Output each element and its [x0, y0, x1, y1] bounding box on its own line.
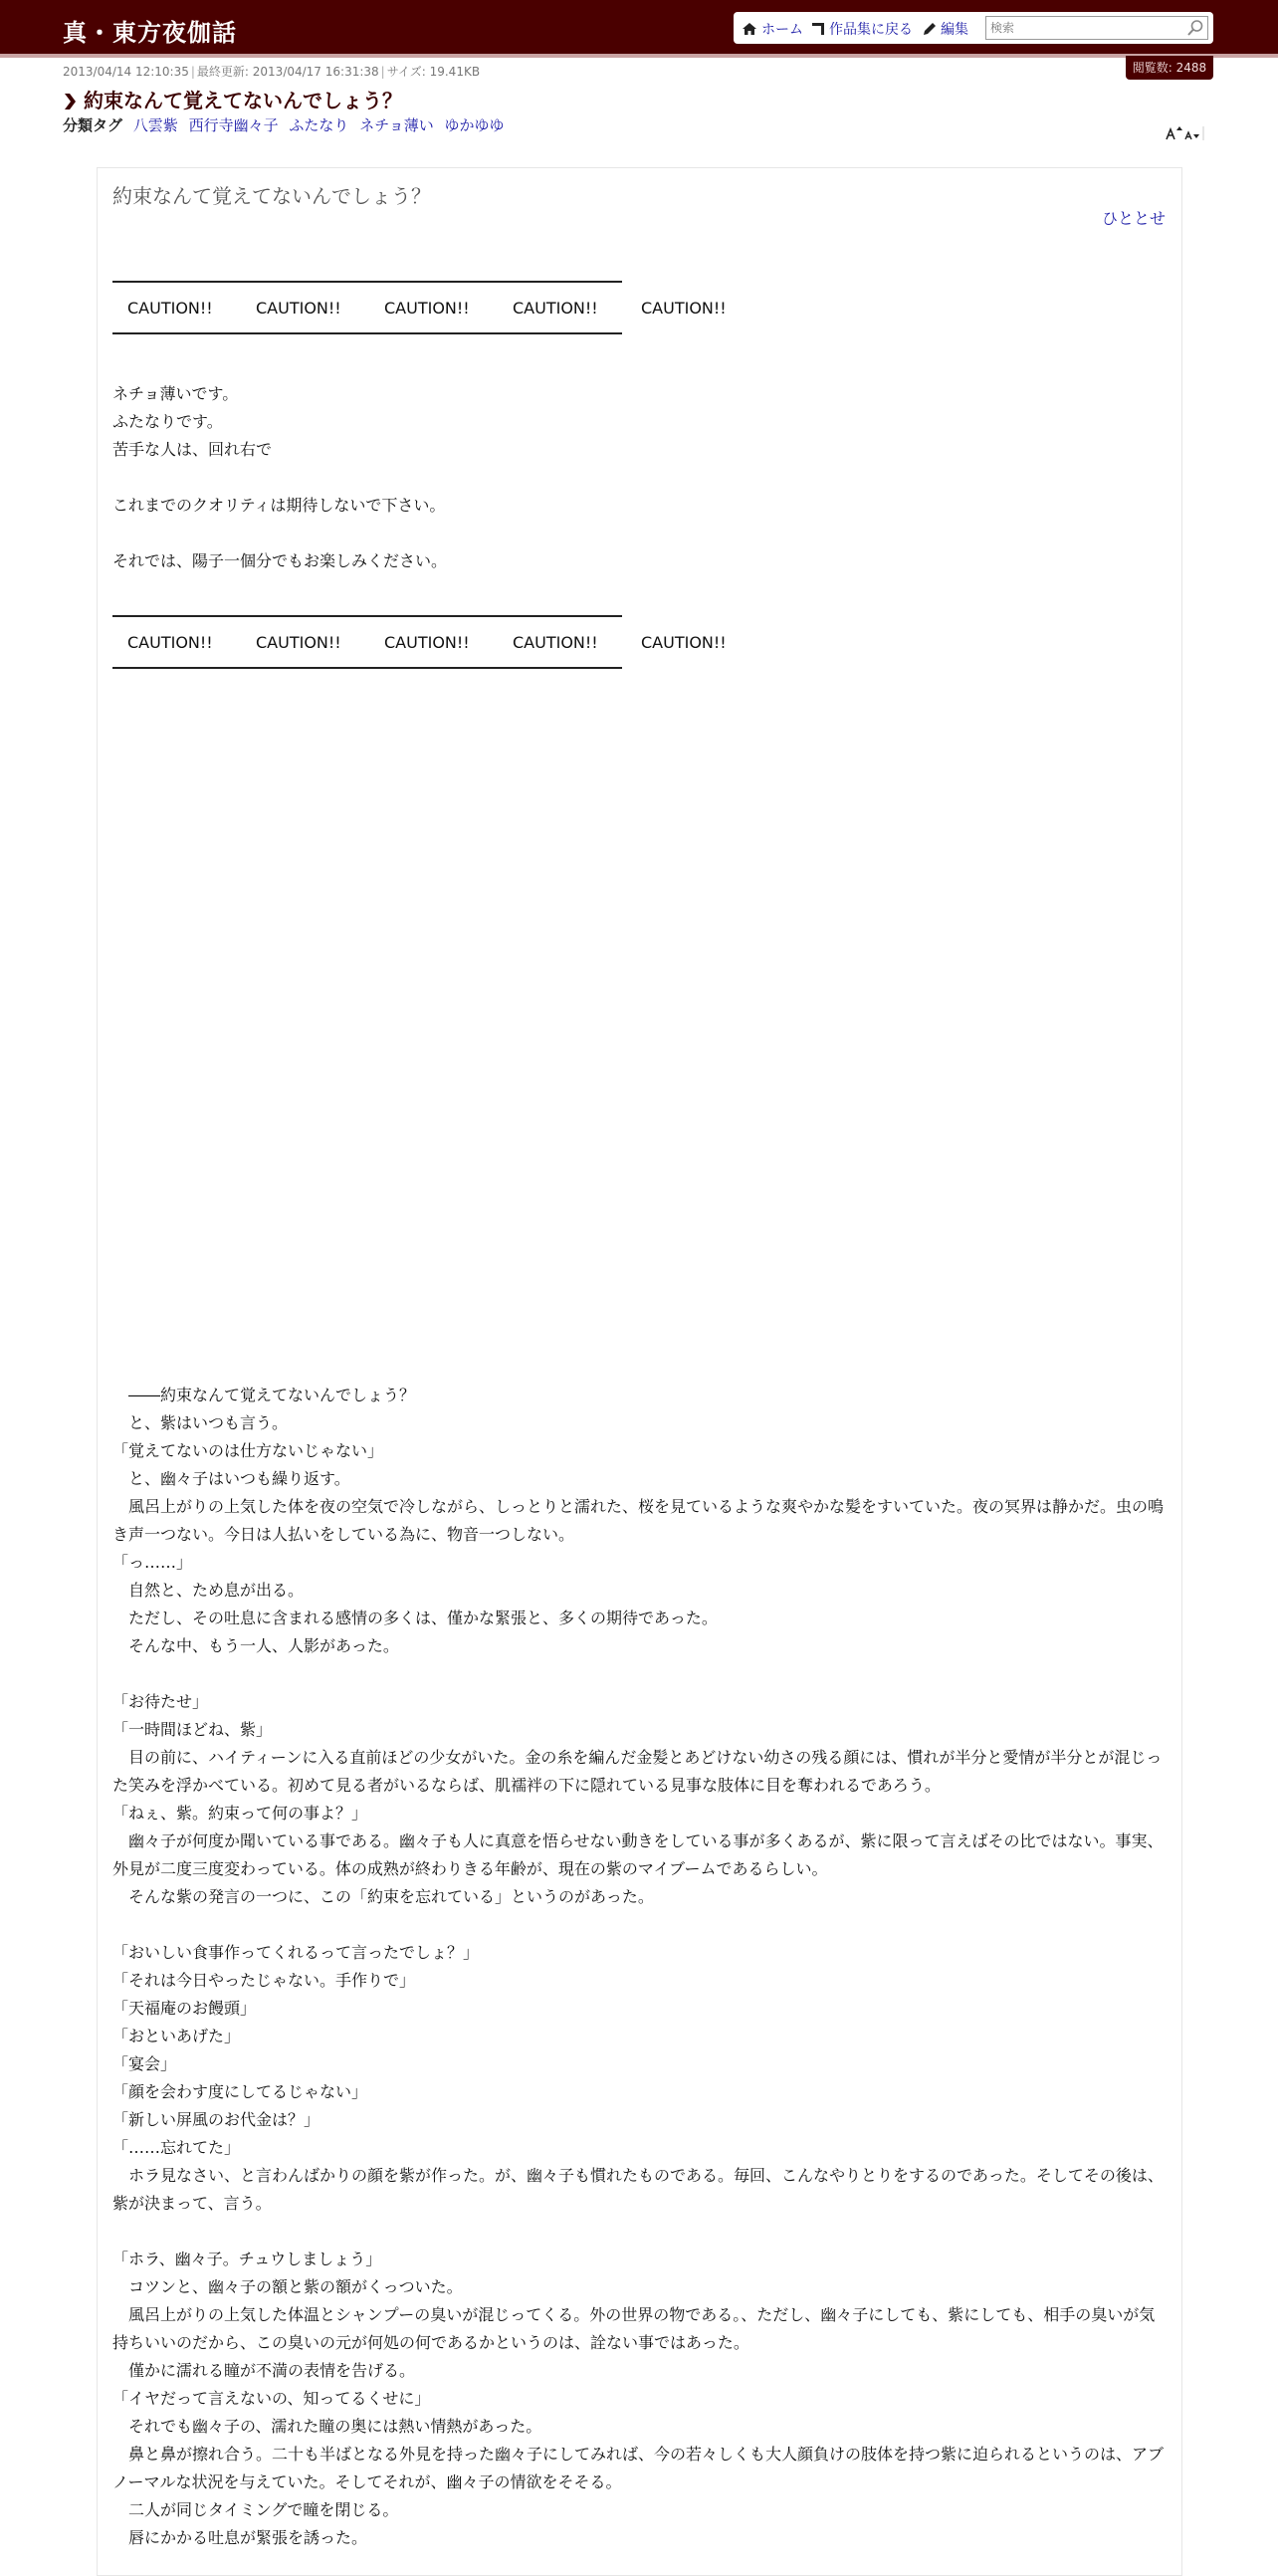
story-paragraph: 「宴会」: [112, 2054, 177, 2073]
tag-link[interactable]: ゆかゆゆ: [444, 116, 505, 134]
caution-text: CAUTION!!: [127, 633, 213, 652]
site-header: [0, 0, 1278, 58]
author-link[interactable]: ひととせ: [1101, 209, 1166, 228]
nav-edit-link[interactable]: [923, 19, 968, 40]
story-paragraph: 「ホラ、幽々子。チュウしましょう」: [112, 2250, 382, 2268]
story-paragraph: [112, 1911, 1166, 1939]
nav-edit-label: 編集: [941, 22, 968, 38]
story-paragraph: 目の前に、ハイティーンに入る直前ほどの少女がいた。金の糸を編んだ金髪とあどけない幼さの残る顔には、慣れが半分と愛情が半分とが混じった笑みを浮かべている。初めて見る者がいるならば、肌襦袢の下に隠れている見事な肢体に目を奪われるであろう。: [112, 1748, 1163, 1795]
page-title-text: 約束なんて覚えてないんでしょう？: [84, 89, 402, 112]
story-paragraph: 「新しい屏風のお代金は？」: [112, 2110, 320, 2129]
story-paragraph: [112, 1660, 1166, 1688]
story-card: [97, 167, 1182, 2576]
story-paragraph: と、紫はいつも言う。: [112, 1413, 289, 1432]
story-paragraph: 風呂上がりの上気した体を夜の空気で冷しながら、しっとりと濡れた、桜を見ているような爽やかな髪をすいていた。夜の冥界は静かだ。虫の鳴き声一つない。今日は人払いをしている為に、物音一つしない。: [112, 1497, 1165, 1544]
intro-line: ふたなりです。: [112, 412, 223, 431]
search-box: [985, 16, 1208, 40]
story-paragraph: [112, 2218, 1166, 2246]
tag-link[interactable]: 八雲紫: [132, 116, 178, 134]
search-icon[interactable]: [1186, 19, 1204, 37]
story-paragraph: 「顔を会わす度にしてるじゃない」: [112, 2082, 368, 2101]
font-larger-icon[interactable]: [1167, 126, 1182, 139]
tag-link[interactable]: ネチョ薄い: [359, 116, 434, 134]
tag-label: 分類タグ: [63, 116, 123, 134]
intro-line: [112, 464, 1166, 492]
story-paragraph: 風呂上がりの上気した体温とシャンプーの臭いが混じってくる。外の世界の物である。、ただし、幽々子にしても、紫にしても、相手の臭いが気持ちいいのだから、この臭いの元が何処の何であるかというのは、詮ない事ではあった。: [112, 2305, 1156, 2352]
caution-text: CAUTION!!: [127, 299, 213, 318]
pencil-icon: [923, 22, 937, 40]
file-size: サイズ: 19.41KB: [386, 65, 481, 79]
nav-back-label: 作品集に戻る: [829, 22, 913, 38]
font-size-controls: [1166, 123, 1205, 141]
story-paragraph: 「っ……」: [112, 1553, 193, 1572]
font-smaller-icon[interactable]: [1185, 132, 1199, 139]
caution-text: CAUTION!!: [256, 299, 341, 318]
story-paragraph: 「覚えてないのは仕方ないじゃない」: [112, 1441, 384, 1460]
story-paragraph: 「おいしい食事作ってくれるって言ったでしょ？」: [112, 1943, 480, 1962]
page-title: [63, 85, 402, 115]
story-paragraph: 「イヤだって言えないの、知ってるくせに」: [112, 2389, 431, 2408]
updated-date: 最終更新: 2013/04/17 16:31:38: [196, 65, 379, 79]
story-paragraph: 「お待たせ」: [112, 1692, 209, 1711]
caution-text: CAUTION!!: [256, 633, 341, 652]
story-paragraph: 「おといあげた」: [112, 2027, 241, 2045]
caution-text: CAUTION!!: [384, 633, 470, 652]
story-paragraph: 唇にかかる吐息が緊張を誘った。: [112, 2528, 368, 2547]
post-meta: 2013/04/14 12:10:35 | 最終更新: 2013/04/17 16:31:38 | サイズ: 19.41KB: [63, 65, 481, 79]
intro-line: これまでのクオリティは期待しないで下さい。: [112, 496, 446, 515]
nav-home-label: ホーム: [761, 22, 803, 38]
story-paragraph: 幽々子が何度か聞いている事である。幽々子も人に真意を悟らせない動きをしている事が多くあるが、紫に限って言えばその比ではない。事実、外見が二度三度変わっている。体の成熟が終わりきる年齢が、現在の紫のマイブームであるらしい。: [112, 1831, 1164, 1878]
tag-link[interactable]: ふたなり: [289, 116, 349, 134]
intro-line: それでは、陽子一個分でもお楽しみください。: [112, 551, 448, 570]
caution-text: CAUTION!!: [641, 299, 727, 318]
story-paragraph: そんな中、もう一人、人影があった。: [112, 1636, 399, 1655]
story-paragraph: 二人が同じタイミングで瞳を閉じる。: [112, 2500, 399, 2519]
caution-banner: [112, 281, 727, 334]
story-paragraph: 「ねぇ、紫。約束って何の事よ？」: [112, 1804, 368, 1823]
intro-text: [112, 380, 1166, 575]
caution-banner: [112, 615, 727, 669]
story-paragraph: と、幽々子はいつも繰り返す。: [112, 1469, 350, 1488]
tag-link[interactable]: 西行寺幽々子: [188, 116, 279, 134]
chevron-right-icon: [63, 92, 77, 115]
story-paragraph: そんな紫の発言の一つに、この「約束を忘れている」というのがあった。: [112, 1887, 654, 1906]
view-count-badge: 閲覧数: 2488: [1126, 56, 1213, 80]
intro-line: 苦手な人は、回れ右で: [112, 440, 273, 459]
nav-bar: [734, 12, 1213, 44]
story-paragraph: 「一時間ほどね、紫」: [112, 1720, 273, 1739]
search-input[interactable]: [990, 19, 1179, 37]
site-title-link[interactable]: 真・東方夜伽話: [63, 19, 237, 47]
intro-line: [112, 520, 1166, 547]
story-paragraph: 自然と、ため息が出る。: [112, 1581, 305, 1600]
story-paragraph: ただし、その吐息に含まれる感情の多くは、僅かな緊張と、多くの期待であった。: [112, 1609, 718, 1627]
caution-text: CAUTION!!: [513, 299, 598, 318]
story-paragraph: 「……忘れてた」: [112, 2138, 241, 2157]
back-arrow-icon: [811, 22, 825, 40]
intro-line: ネチョ薄いです。: [112, 384, 239, 403]
caution-text: CAUTION!!: [513, 633, 598, 652]
nav-home-link[interactable]: [742, 19, 803, 40]
story-paragraph: 「天福庵のお饅頭」: [112, 1999, 257, 2018]
story-paragraph: 鼻と鼻が擦れ合う。二十も半ばとなる外見を持った幽々子にしてみれば、今の若々しくも大人顔負けの肢体を持つ紫に迫られるというのは、アブノーマルな状況を与えていた。そしてそれが、幽々子の情欲をそそる。: [112, 2445, 1165, 2491]
story-body: [112, 1382, 1166, 2552]
posted-date: 2013/04/14 12:10:35: [63, 65, 189, 79]
story-paragraph: 僅かに濡れる瞳が不満の表情を告げる。: [112, 2361, 416, 2380]
story-paragraph: 「それは今日やったじゃない。手作りで」: [112, 1971, 416, 1990]
story-paragraph: コツンと、幽々子の額と紫の額がくっついた。: [112, 2277, 463, 2296]
home-icon: [742, 22, 757, 40]
work-title: 約束なんて覚えてないんでしょう？: [112, 184, 431, 208]
tag-list: [63, 114, 511, 135]
caution-text: CAUTION!!: [641, 633, 727, 652]
caution-text: CAUTION!!: [384, 299, 470, 318]
story-paragraph: ホラ見なさい、と言わんばかりの顔を紫が作った。が、幽々子も慣れたものである。毎回、こんなやりとりをするのであった。そしてその後は、紫が決まって、言う。: [112, 2166, 1164, 2213]
story-paragraph: それでも幽々子の、濡れた瞳の奥には熱い情熱があった。: [112, 2417, 542, 2436]
story-paragraph: ――約束なんて覚えてないんでしょう？: [112, 1386, 416, 1404]
nav-back-link[interactable]: [811, 19, 913, 40]
